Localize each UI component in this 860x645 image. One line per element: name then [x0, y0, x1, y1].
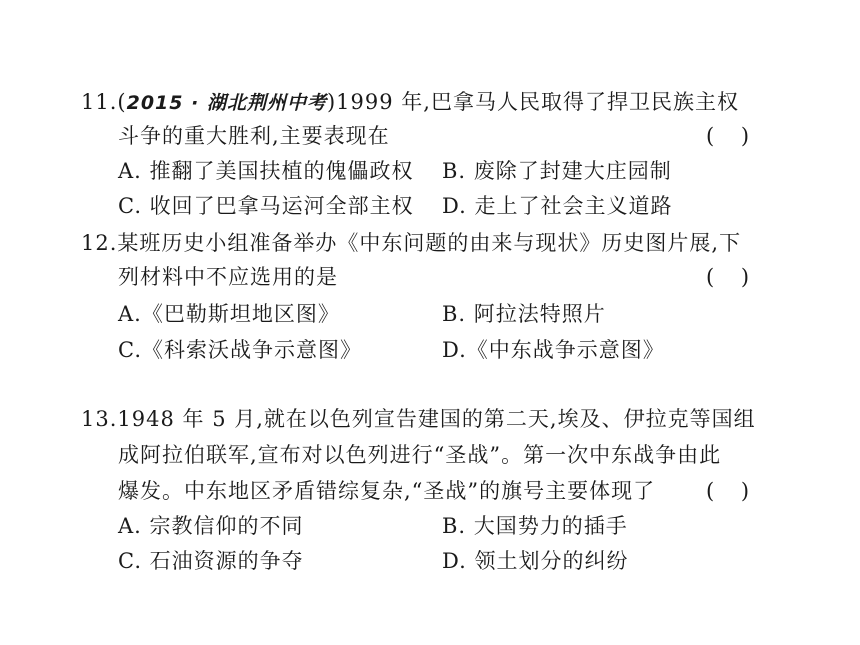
option-a[interactable]: A.《巴勒斯坦地区图》 [118, 302, 340, 326]
answer-blank[interactable]: ( ) [706, 124, 750, 148]
option-a[interactable]: A. 推翻了美国扶植的傀儡政权 [118, 159, 414, 183]
question-stem: 1948 年 5 月,就在以色列宣告建国的第二天,埃及、伊拉克等国组 [117, 407, 756, 431]
option-b[interactable]: B. 废除了封建大庄园制 [442, 159, 672, 183]
question-12-line-1 [81, 229, 741, 257]
option-c[interactable]: C. 收回了巴拿马运河全部主权 [118, 194, 414, 218]
source-close-paren: ) [326, 90, 337, 114]
question-stem-line: 成阿拉伯联军,宣布对以色列进行“圣战”。第一次中东战争由此 [118, 443, 722, 467]
option-d[interactable]: D.《中东战争示意图》 [442, 338, 665, 362]
option-d[interactable]: D. 走上了社会主义道路 [442, 194, 673, 218]
question-stem-line: 列材料中不应选用的是 [118, 265, 338, 289]
question-number: 11. [81, 90, 118, 114]
source-open-paren: ( [117, 90, 127, 114]
question-stem: 1999 年,巴拿马人民取得了捍卫民族主权 [336, 90, 739, 114]
question-stem-line: 爆发。中东地区矛盾错综复杂,“圣战”的旗号主要体现了 [118, 479, 656, 503]
question-number: 12. [81, 231, 118, 255]
option-d[interactable]: D. 领土划分的纠纷 [442, 549, 629, 573]
answer-blank[interactable]: ( ) [706, 265, 750, 289]
option-c[interactable]: C.《科索沃战争示意图》 [118, 338, 362, 362]
question-stem: 某班历史小组准备举办《中东问题的由来与现状》历史图片展,下 [117, 231, 742, 255]
option-b[interactable]: B. 阿拉法特照片 [442, 302, 606, 326]
question-number: 13. [81, 407, 118, 431]
option-c[interactable]: C. 石油资源的争夺 [118, 549, 304, 573]
option-b[interactable]: B. 大国势力的插手 [442, 514, 628, 538]
answer-blank[interactable]: ( ) [706, 479, 750, 503]
question-stem-line: 斗争的重大胜利,主要表现在 [118, 124, 390, 148]
question-source: 2015 · 湖北荆州中考 [126, 92, 327, 114]
option-a[interactable]: A. 宗教信仰的不同 [118, 514, 304, 538]
question-11-line-1 [81, 88, 739, 117]
question-13-line-1 [81, 405, 756, 433]
